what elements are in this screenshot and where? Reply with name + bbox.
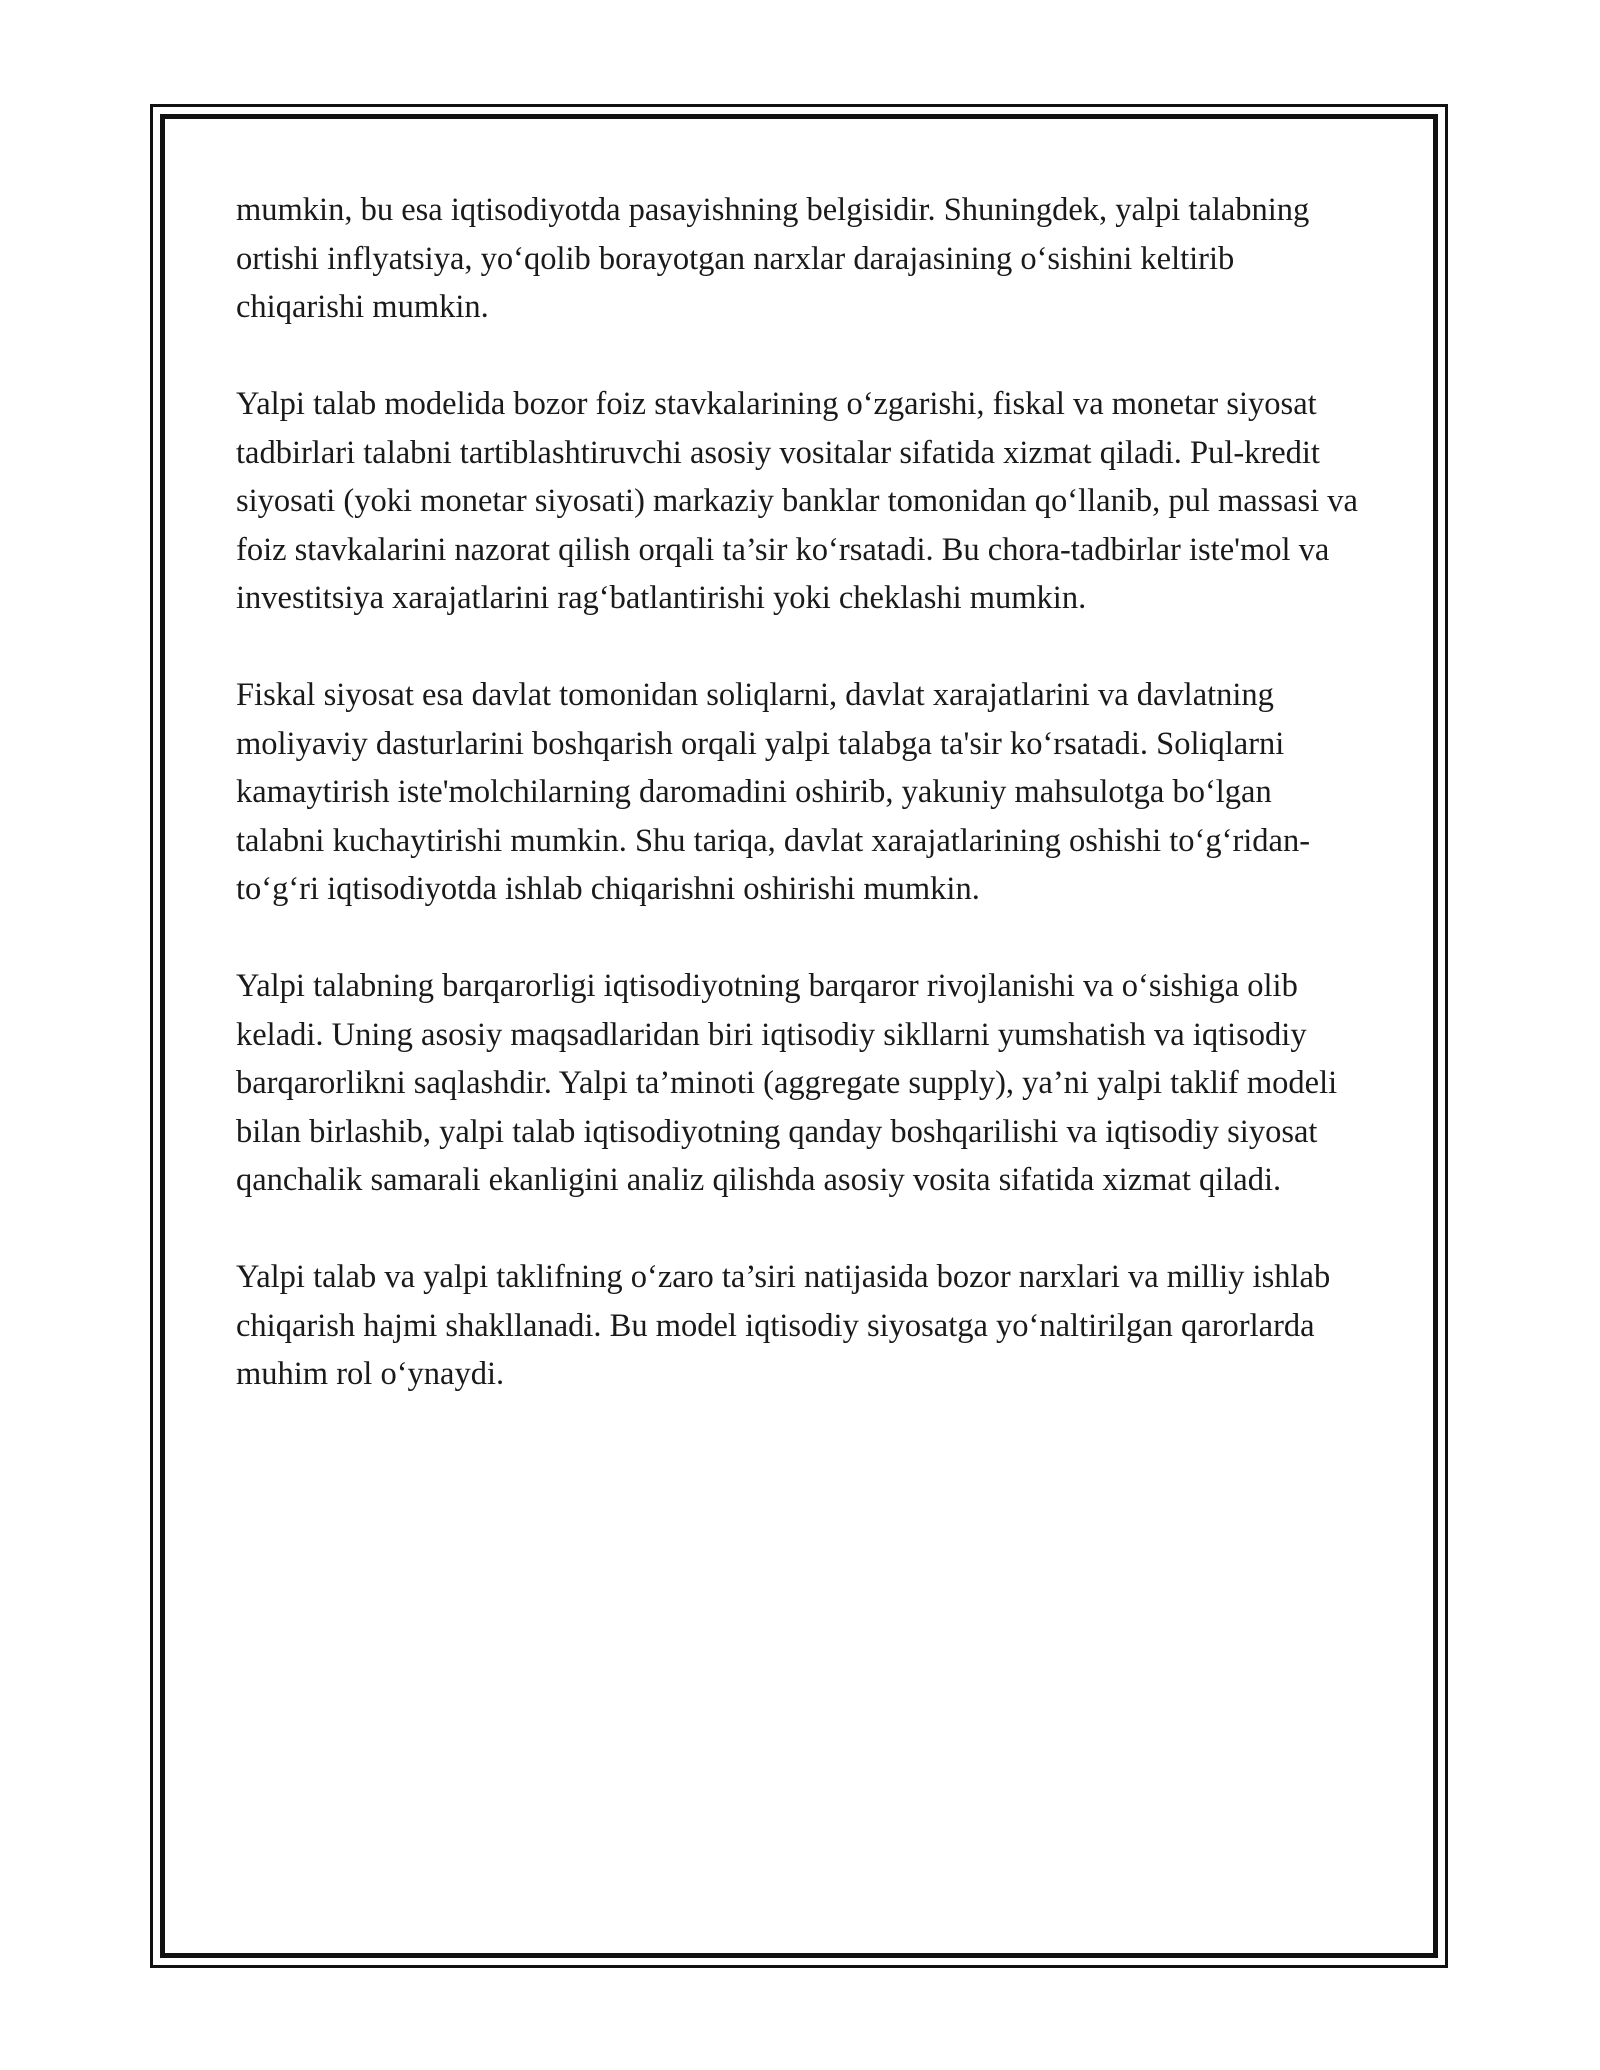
paragraph-2: Yalpi talab modelida bozor foiz stavkalarining o‘zgarishi, fiskal va monetar siyosat tadbirlari talabni tartiblashtiruvchi asosiy vositalar sifatida xizmat qiladi. Pul-kredit siyosati (yoki monetar siyosati) markaziy banklar tomonidan qo‘llanib, pul massasi va foiz stavkalarini nazorat qilish orqali ta’sir ko‘rsatadi. Bu chora-tadbirlar iste'mol va investitsiya xarajatlarini rag‘batlantirishi yoki cheklashi mumkin. [236, 386, 1358, 616]
document-body [236, 186, 1366, 1447]
paragraph-3: Fiskal siyosat esa davlat tomonidan soliqlarni, davlat xarajatlarini va davlatning moliyaviy dasturlarini boshqarish orqali yalpi talabga ta'sir ko‘rsatadi. Soliqlarni kamaytirish iste'molchilarning daromadini oshirib, yakuniy mahsulotga bo‘lgan talabni kuchaytirishi mumkin. Shu tariqa, davlat xarajatlarining oshishi to‘g‘ridan-to‘g‘ri iqtisodiyotda ishlab chiqarishni oshirishi mumkin. [236, 677, 1311, 907]
paragraph-1: mumkin, bu esa iqtisodiyotda pasayishning belgisidir. Shuningdek, yalpi talabning ortishi inflyatsiya, yo‘qolib borayotgan narxlar darajasining o‘sishini keltirib chiqarishi mumkin. [236, 192, 1310, 325]
paragraph-4: Yalpi talabning barqarorligi iqtisodiyotning barqaror rivojlanishi va o‘sishiga olib keladi. Uning asosiy maqsadlaridan biri iqtisodiy sikllarni yumshatish va iqtisodiy barqarorlikni saqlashdir. Yalpi ta’minoti (aggregate supply), ya’ni yalpi taklif modeli bilan birlashib, yalpi talab iqtisodiyotning qanday boshqarilishi va iqtisodiy siyosat qanchalik samarali ekanligini analiz qilishda asosiy vosita sifatida xizmat qiladi. [236, 968, 1338, 1198]
paragraph-5: Yalpi talab va yalpi taklifning o‘zaro ta’siri natijasida bozor narxlari va milliy ishlab chiqarish hajmi shakllanadi. Bu model iqtisodiy siyosatga yo‘naltirilgan qarorlarda muhim rol o‘ynaydi. [236, 1259, 1331, 1392]
